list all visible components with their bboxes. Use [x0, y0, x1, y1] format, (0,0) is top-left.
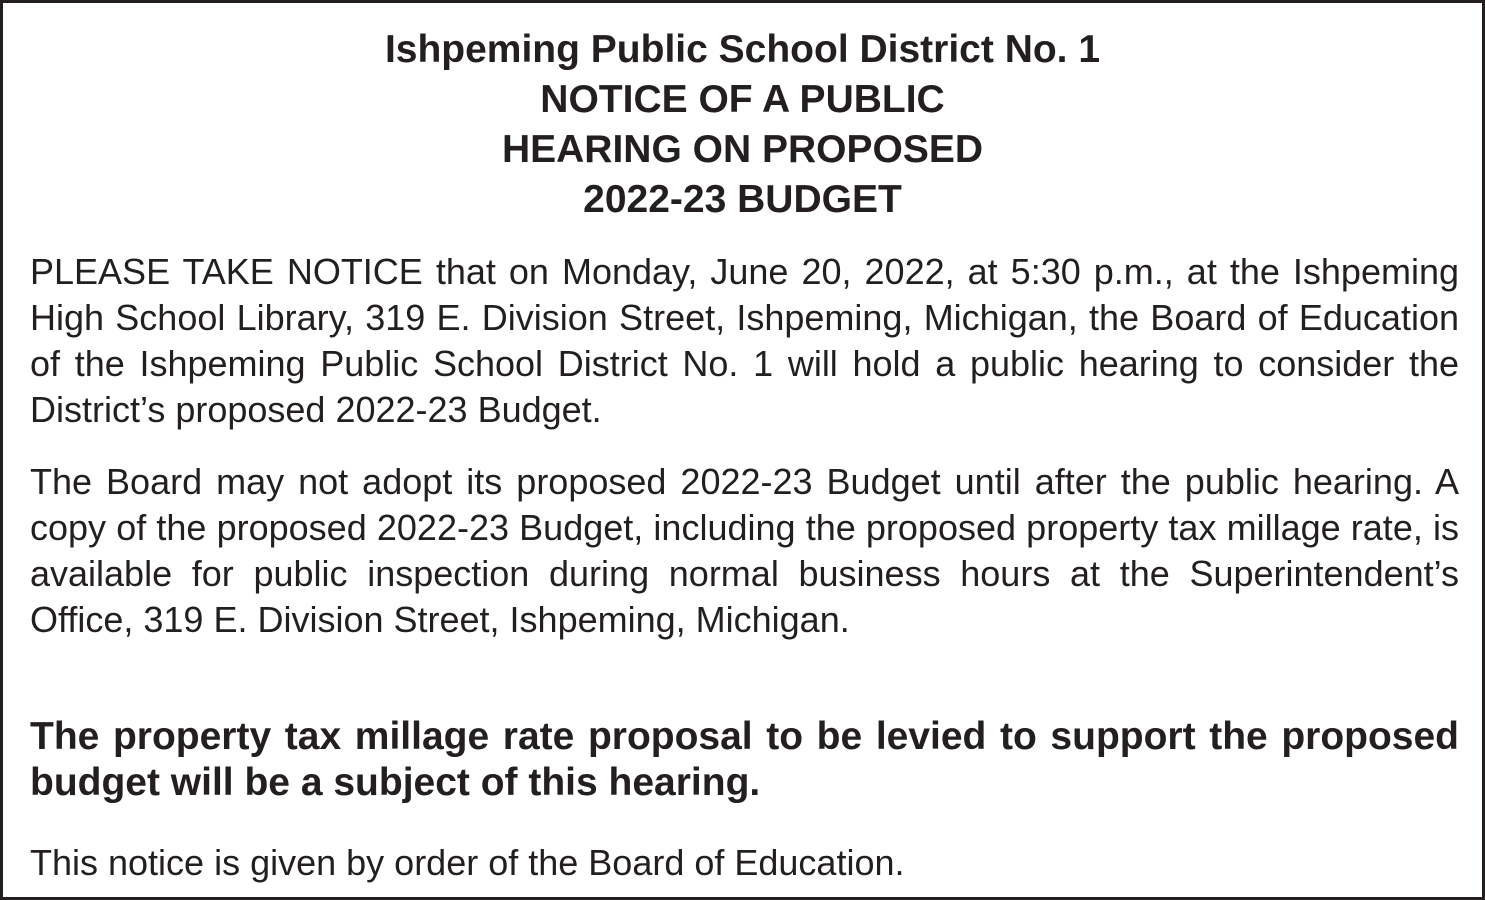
- notice-title-line3: 2022-23 BUDGET: [583, 178, 902, 221]
- notice-title-line1: NOTICE OF A PUBLIC: [540, 78, 945, 121]
- notice-title-line2: HEARING ON PROPOSED: [501, 128, 984, 171]
- budget-availability-paragraph: The Board may not adopt its proposed 2022-23 Budget until after the public hearing. A copy of the proposed 2022-23 Budget, including the proposed property tax millage rate, is available for public inspection during normal business hours at the Superintendent’s Office, 319 E. Division Street, Ishpeming, Michigan.: [30, 461, 1459, 640]
- notice-header: [3, 25, 1482, 225]
- closing-statement: This notice is given by order of the Board of Education.: [30, 842, 905, 883]
- millage-emphasis-paragraph: The property tax millage rate proposal to be levied to support the proposed budget will be a subject of this hearing.: [30, 715, 1459, 804]
- district-name: Ishpeming Public School District No. 1: [384, 28, 1101, 71]
- hearing-details-paragraph: PLEASE TAKE NOTICE that on Monday, June 20, 2022, at 5:30 p.m., at the Ishpeming High School Library, 319 E. Division Street, Ishpeming, Michigan, the Board of Education of the Ishpeming Public School District No. 1 will hold a public hearing to consider the District’s proposed 2022-23 Budget.: [30, 251, 1459, 430]
